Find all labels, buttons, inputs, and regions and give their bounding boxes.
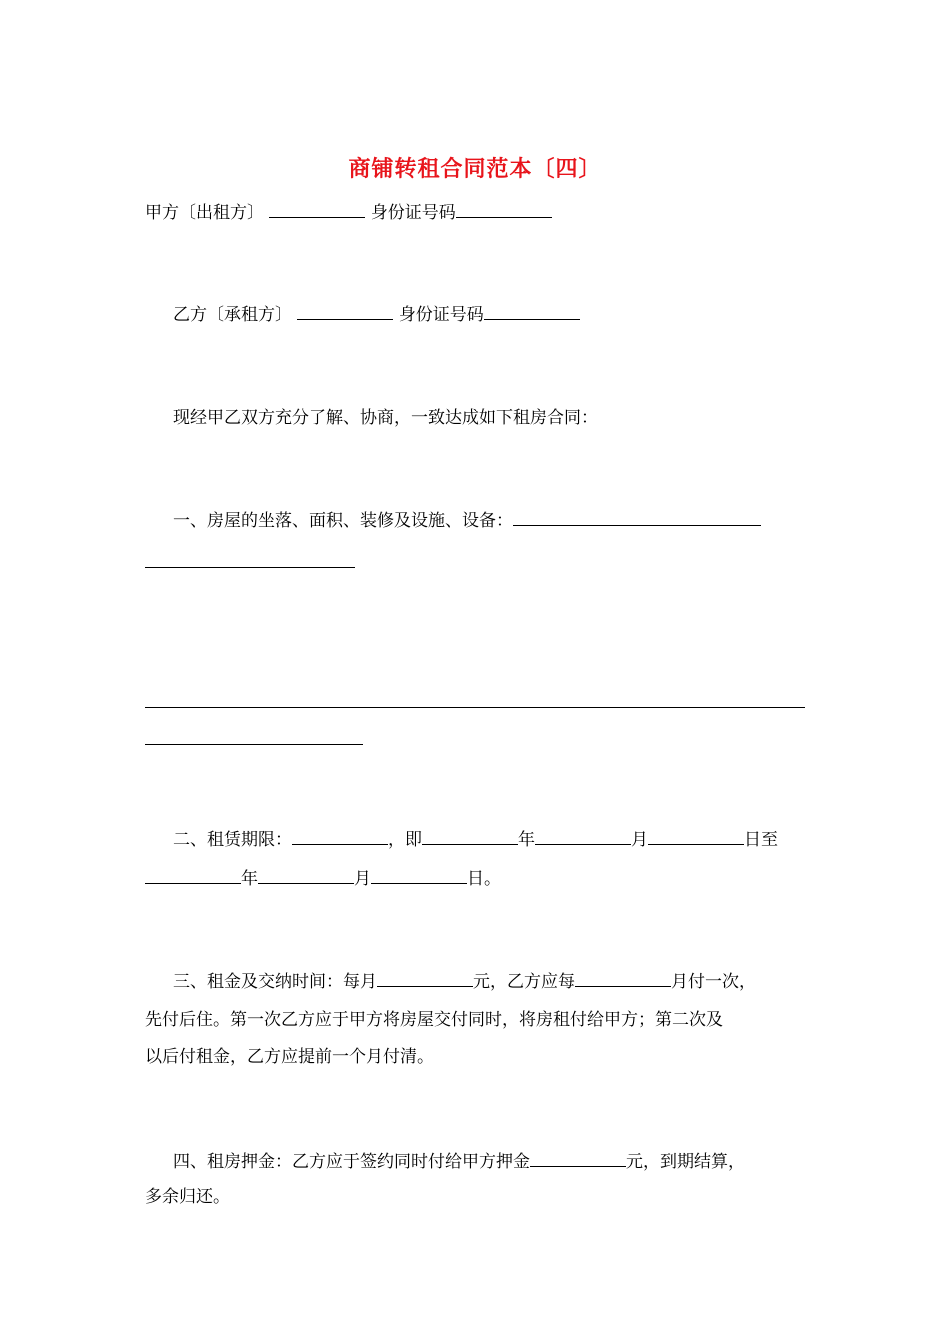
- year-label: 年: [518, 830, 535, 850]
- day-to-label: 日至: [744, 830, 778, 850]
- clause-4-part2: 元，到期结算，: [626, 1152, 745, 1172]
- clause-4-part1: 四、租房押金：乙方应于签约同时付给甲方押金: [173, 1152, 530, 1172]
- clause-4-line-2: 多余归还。: [145, 1187, 230, 1207]
- clause-2-prefix: 二、租赁期限：: [173, 830, 292, 850]
- clause-1-line: [173, 509, 761, 532]
- party-b-id-blank[interactable]: [484, 303, 580, 320]
- party-a-label: 甲方〔出租方〕: [145, 203, 264, 223]
- end-year-blank[interactable]: [145, 867, 241, 884]
- clause-3-part1: 三、租金及交纳时间：每月: [173, 972, 377, 992]
- clause-1-blank-row-end[interactable]: [145, 744, 363, 745]
- clause-1-blank-row[interactable]: [145, 707, 805, 708]
- party-a-name-blank[interactable]: [269, 201, 365, 218]
- lease-term-blank[interactable]: [292, 828, 388, 845]
- payment-interval-blank[interactable]: [575, 970, 671, 987]
- clause-1-blank[interactable]: [513, 509, 761, 526]
- start-year-blank[interactable]: [422, 828, 518, 845]
- end-day-blank[interactable]: [371, 867, 467, 884]
- clause-3-line: [173, 970, 756, 993]
- end-month-blank[interactable]: [258, 867, 354, 884]
- clause-3-line-3: 以后付租金，乙方应提前一个月付清。: [145, 1047, 434, 1067]
- clause-1-text: 一、房屋的坐落、面积、装修及设施、设备：: [173, 511, 513, 531]
- party-b-line: [173, 303, 580, 326]
- clause-1-blank-continued[interactable]: [145, 567, 355, 568]
- party-a-id-blank[interactable]: [456, 201, 552, 218]
- monthly-rent-blank[interactable]: [377, 970, 473, 987]
- clause-2-line-2: [145, 867, 501, 890]
- clause-3-part3: 月付一次，: [671, 972, 756, 992]
- clause-3-line-2: 先付后住。第一次乙方应于甲方将房屋交付同时，将房租付给甲方；第二次及: [145, 1010, 723, 1030]
- end-month-label: 月: [354, 869, 371, 889]
- month-label: 月: [631, 830, 648, 850]
- start-day-blank[interactable]: [648, 828, 744, 845]
- end-day-label: 日。: [467, 869, 501, 889]
- clause-4-line: [173, 1150, 745, 1173]
- party-a-id-label: 身份证号码: [370, 203, 456, 223]
- party-b-label: 乙方〔承租方〕: [173, 305, 292, 325]
- intro-paragraph: 现经甲乙双方充分了解、协商，一致达成如下租房合同：: [173, 408, 598, 428]
- end-year-label: 年: [241, 869, 258, 889]
- party-b-name-blank[interactable]: [297, 303, 393, 320]
- start-month-blank[interactable]: [535, 828, 631, 845]
- clause-3-part2: 元，乙方应每: [473, 972, 575, 992]
- deposit-blank[interactable]: [530, 1150, 626, 1167]
- party-b-id-label: 身份证号码: [398, 305, 484, 325]
- clause-2-ji: ，即: [388, 830, 422, 850]
- document-title: 商铺转租合同范本〔四〕: [348, 156, 602, 182]
- party-a-line: [145, 201, 552, 224]
- clause-2-line: [173, 828, 778, 851]
